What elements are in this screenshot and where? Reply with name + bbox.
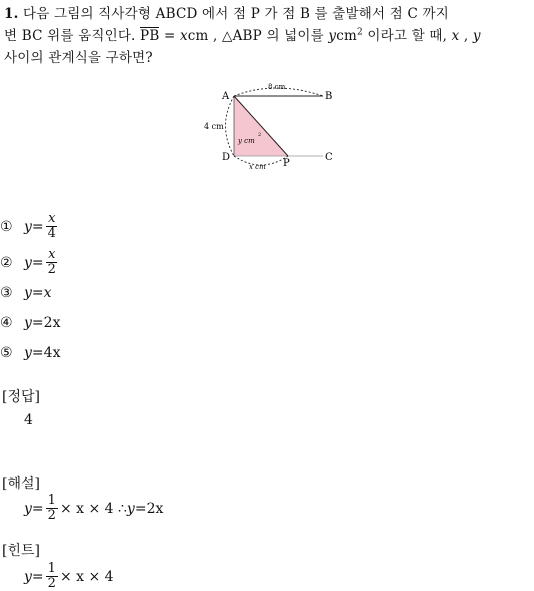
choice-eq-3: =	[31, 285, 44, 301]
choice-den-2: 2	[47, 262, 56, 277]
label-d: D	[222, 152, 231, 163]
solution-y2: y	[126, 500, 135, 517]
choice-mark-5: ⑤	[0, 345, 13, 361]
var-x-2: x	[451, 28, 460, 44]
hint-frac	[46, 562, 58, 591]
choice-rhs-4: 2x	[43, 315, 61, 331]
question-line-1	[4, 2, 449, 22]
hint-formula	[24, 562, 114, 591]
var-y: y	[328, 28, 337, 44]
question-text-3: 사이의 관계식을 구하면?	[4, 50, 153, 66]
segment-pb: PB	[140, 28, 160, 44]
answer-label: [정답]	[2, 389, 40, 405]
solution-lhs: y	[24, 500, 32, 517]
hint-frac-num: 1	[47, 561, 56, 576]
solution-frac-den: 2	[47, 508, 56, 523]
solution-rhs: 2x	[146, 500, 164, 517]
brace-left	[226, 96, 235, 156]
var-y-2: y	[472, 28, 481, 44]
choice-5[interactable]	[0, 345, 60, 361]
choice-lhs-1: y	[24, 218, 32, 235]
solution-rest: × x × 4 ∴	[59, 500, 127, 517]
question-line-2	[4, 24, 481, 44]
choice-lhs-2: y	[24, 254, 32, 271]
label-top-length: 8 cm	[268, 83, 286, 91]
choice-rhs-5: 4x	[43, 345, 61, 361]
choice-eq-4: =	[31, 315, 44, 331]
var-x: x	[179, 28, 188, 44]
hint-lhs: y	[24, 568, 32, 585]
unit-sup: 2	[356, 27, 363, 38]
comma: ,	[459, 28, 473, 44]
label-area-sup: 2	[258, 132, 262, 138]
unit-cm: cm	[336, 28, 357, 44]
choice-2[interactable]	[0, 248, 60, 277]
choice-3[interactable]	[0, 285, 52, 301]
hint-label: [힌트]	[2, 543, 40, 559]
label-p: P	[283, 158, 290, 169]
choice-mark-1: ①	[0, 218, 13, 235]
solution-eq: =	[31, 500, 44, 517]
label-bottom-length: x cm	[249, 163, 266, 171]
label-area: y cm	[238, 137, 255, 145]
choice-eq-1: =	[31, 218, 44, 235]
label-left-length: 4 cm	[204, 122, 224, 131]
label-c: C	[325, 152, 333, 163]
equals-sign: =	[159, 28, 180, 44]
solution-formula	[24, 494, 163, 523]
choice-mark-4: ④	[0, 315, 13, 331]
choice-rhs-3: x	[43, 285, 52, 301]
question-text-2c: 이라고 할 때,	[362, 28, 452, 44]
choice-eq-2: =	[31, 254, 44, 271]
rectangle-figure	[195, 80, 345, 175]
choice-1[interactable]	[0, 212, 60, 241]
choice-4[interactable]	[0, 315, 60, 331]
solution-frac	[46, 494, 58, 523]
choice-num-2: x	[48, 247, 56, 262]
choice-num-1: x	[48, 211, 56, 226]
choice-lhs-4: y	[24, 315, 32, 331]
choice-frac-1	[46, 212, 58, 241]
choice-mark-3: ③	[0, 285, 13, 301]
solution-eq2: =	[134, 500, 147, 517]
choice-den-1: 4	[47, 226, 56, 241]
hint-rest: × x × 4	[59, 568, 114, 585]
label-b: B	[325, 91, 333, 102]
question-text-2a: 변 BC 위를 움직인다.	[4, 28, 141, 44]
choice-frac-2	[46, 248, 58, 277]
question-line-3	[4, 46, 153, 66]
hint-eq: =	[31, 568, 44, 585]
answer-value	[24, 412, 33, 428]
solution-frac-num: 1	[47, 493, 56, 508]
hint-frac-den: 2	[47, 576, 56, 591]
label-a: A	[222, 91, 230, 102]
answer-number: 4	[24, 412, 33, 428]
choice-lhs-5: y	[24, 345, 32, 361]
question-text-2b: cm , △ABP 의 넓이를	[187, 28, 329, 44]
choice-mark-2: ②	[0, 254, 13, 271]
question-number: 1.	[4, 6, 19, 22]
question-text-1: 다음 그림의 직사각형 ABCD 에서 점 P 가 점 B 를 출발해서 점 C 까지	[18, 6, 449, 22]
choice-lhs-3: y	[24, 285, 32, 301]
choice-eq-5: =	[31, 345, 44, 361]
solution-label: [해설]	[2, 476, 40, 492]
